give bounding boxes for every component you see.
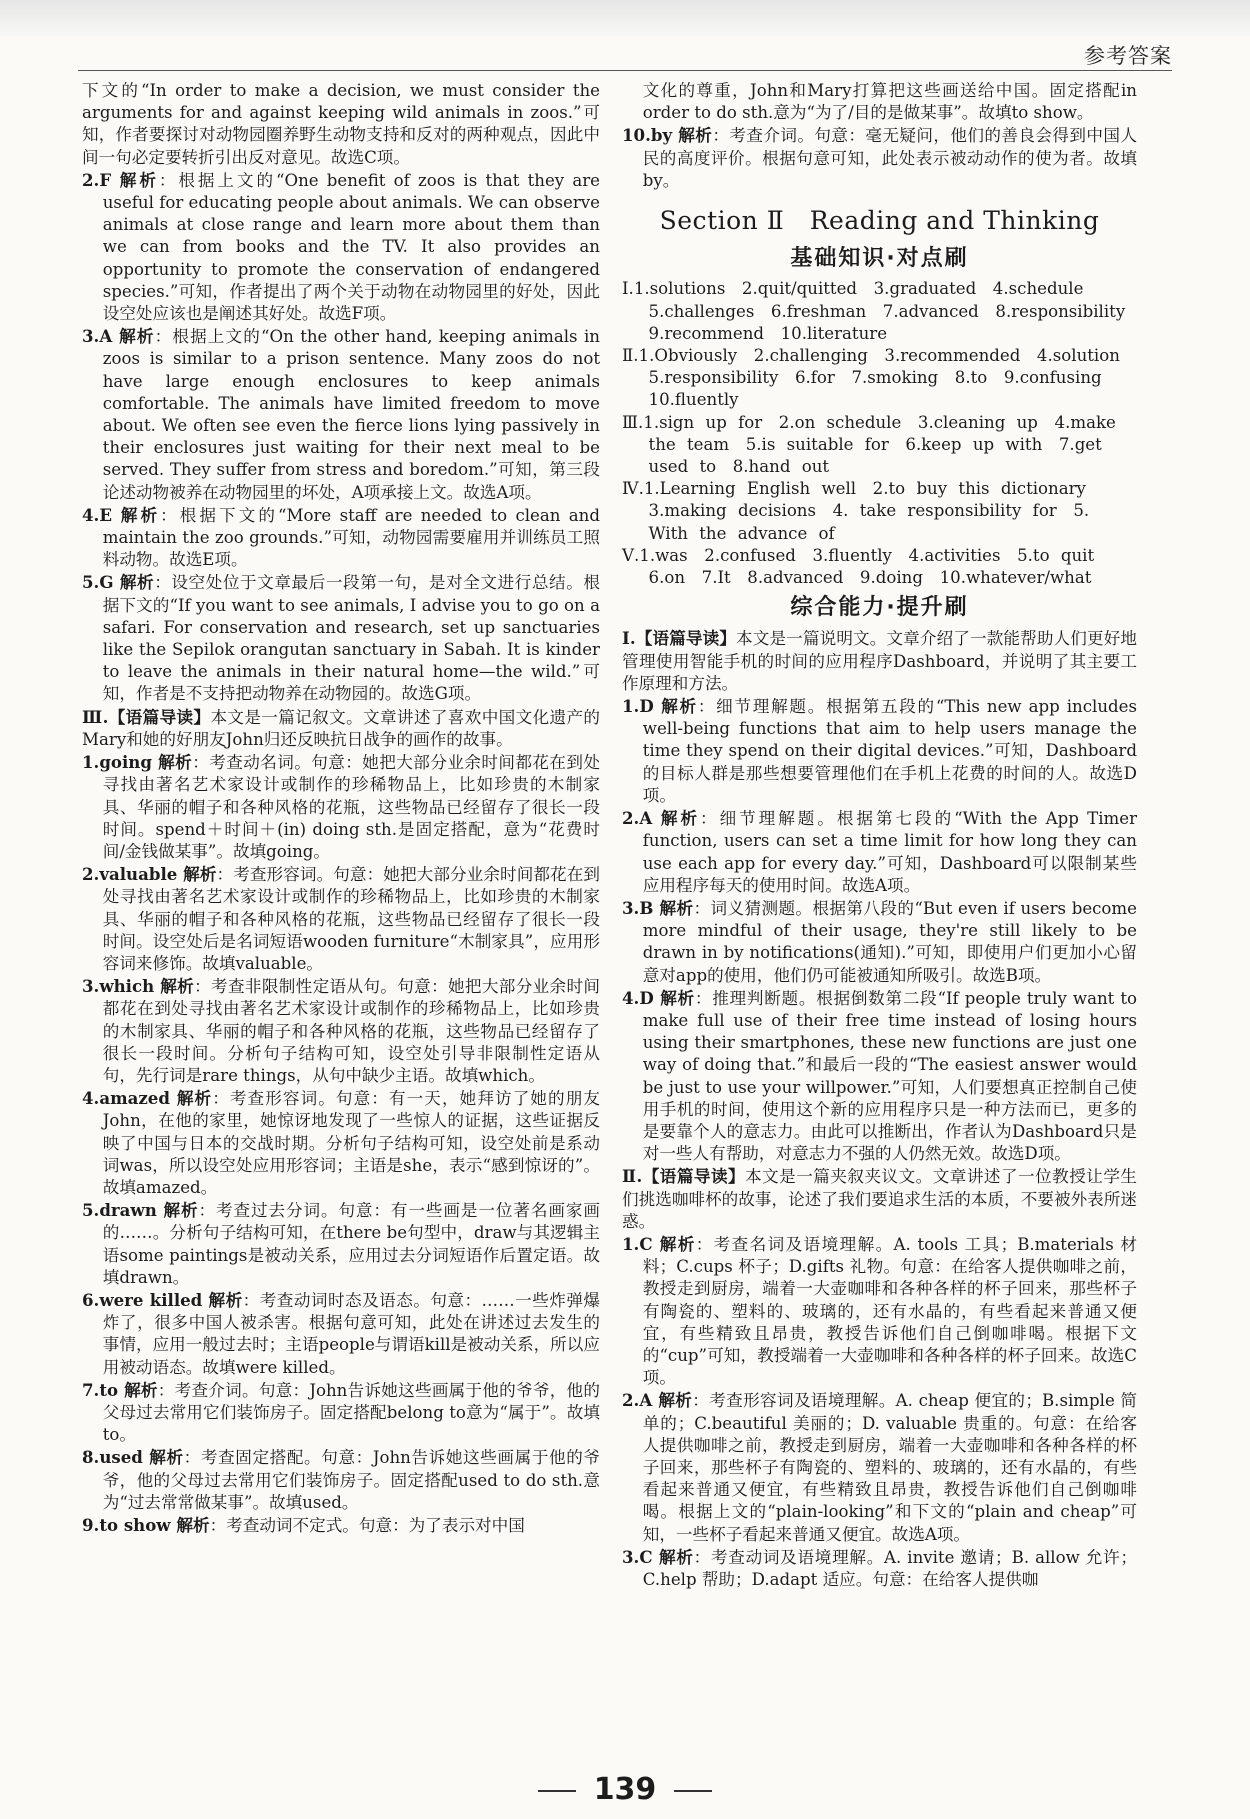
passage-guide: Ⅱ.【语篇导读】本文是一篇夹叙夹议文。文章讲述了一位教授让学生们挑选咖啡杯的故事，论述了我们要追求生活的本质，不要被外表所迷惑。	[622, 1166, 1137, 1231]
exercise-answers: Ⅰ.1.solutions 2.quit/quitted 3.graduated 4.schedule 5.challenges 6.freshman 7.advanced 8.responsibility 9.recommend 10.literature	[622, 279, 1142, 343]
exercise-answers: Ⅱ.1.Obviously 2.challenging 3.recommended 4.solution 5.responsibility 6.for 7.smoking 8.to 9.confusing 10.fluently	[622, 346, 1137, 410]
continued-paragraph: 文化的尊重，John和Mary打算把这些画送给中国。固定搭配in order to do sth.意为“为了/目的是做某事”。故填to show。	[642, 81, 1137, 123]
exercise-answers: Ⅲ.1.sign up for 2.on schedule 3.cleaning up 4.make the team 5.is suitable for 6.keep up with 7.get used to 8.hand out	[622, 412, 1116, 477]
answer-item: 3.A 解析：根据上文的“On the other hand, keeping animals in zoos is similar to a prison sentence. Many zoos do not have large enough enclosures to keep animals comfortable. The animals have limited freedom to move about. We often see even the fierce lions lying passively in their enclosures just waiting for their next meal to be served. They suffer from stress and boredom.”可知，第三段论述动物被养在动物园里的坏处，A项承接上文。故选A项。	[82, 326, 600, 502]
answer-item: 4.amazed 解析：考查形容词。句意：有一天，她拜访了她的朋友John，在他的家里，她惊讶地发现了一些惊人的证据，这些证据反映了中国与日本的交战时期。分析句子结构可知，设空处前是系动词was，所以设空处应用形容词；主语是she，表示“感到惊讶的”。故填amazed。	[82, 1088, 600, 1197]
answer-item: 4.D 解析：推理判断题。根据倒数第二段“If people truly want to make full use of their free time instead of losing hours using their smartphones, these new functions are just one way of doing that.”和最后一段的“The easiest answer would be just to use your willpower.”可知，人们要想真正控制自己使用手机的时间，使用这个新的应用程序只是一种方法而已，更多的是要靠个人的意志力。由此可以推断出，作者认为Dashboard只是对一些人有帮助，对意志力不强的人仍然无效。故选D项。	[622, 987, 1137, 1164]
answer-item: 2.F 解析：根据上文的“One benefit of zoos is that they are useful for educating people about animals. We can observe animals at close range and learn more about them than we can from books and the TV. It also provides an opportunity to promote the conservation of endangered species.”可知，作者提出了两个关于动物在动物园里的好处，因此设空处应该也是阐述其好处。故选F项。	[82, 169, 600, 324]
exercise-answers: Ⅴ.1.was 2.confused 3.fluently 4.activities 5.to quit 6.on 7.It 8.advanced 9.doing 10.whatever/what	[622, 545, 1111, 588]
exercise-answers: Ⅳ.1.Learning English well 2.to buy this dictionary 3.making decisions 4. take responsibility for 5. With the advance of	[622, 479, 1103, 543]
answer-item: 1.C 解析：考查名词及语境理解。A. tools 工具；B.materials 材料；C.cups 杯子；D.gifts 礼物。句意：在给客人提供咖啡之前，教授走到厨房，端着一大壶咖啡和各种各样的杯子回来，那些杯子有陶瓷的、塑料的、玻璃的，还有水晶的，有些看起来普通又便宜，有些精致且昂贵，教授告诉他们自己倒咖啡喝。根据下文的“cup”可知，教授端着一大壶咖啡和各种各样的杯子回来。故选C项。	[622, 1233, 1138, 1388]
answer-item: 1.going 解析：考查动名词。句意：她把大部分业余时间都花在到处寻找由著名艺术家设计或制作的珍稀物品上，比如珍贵的木制家具、华丽的帽子和各种风格的花瓶，这些物品已经留存了很长一段时间。spend＋时间＋(in) doing sth.是固定搭配，意为“花费时间/金钱做某事”。故填going。	[82, 752, 601, 861]
answer-item: 2.A 解析：细节理解题。根据第七段的“With the App Timer function, users can set a time limit for how long they can use each app for every day.”可知，Dashboard可以限制某些应用程序每天的使用时间。故选A项。	[622, 808, 1137, 895]
answer-item: 10.by 解析：考查介词。句意：毫无疑问，他们的善良会得到中国人民的高度评价。根据句意可知，此处表示被动动作的使为者。故填by。	[622, 125, 1138, 190]
header-rule	[78, 70, 1172, 71]
page-header: 参考答案	[1084, 44, 1172, 68]
intro-paragraph: 下文的“In order to make a decision, we must consider the arguments for and against keeping wild animals in zoos.”可知，作者要探讨对动物园圈养野生动物支持和反对的两种观点，因此中间一句必定要转折引出反对意见。故选C项。	[82, 81, 600, 167]
subsection-title: 综合能力·提升刷	[790, 595, 969, 621]
answer-item: 3.C 解析：考查动词及语境理解。A. invite 邀请；B. allow 允许；C.help 帮助；D.adapt 适应。句意：在给客人提供咖	[622, 1546, 1137, 1589]
answer-item: 5.G 解析：设空处位于文章最后一段第一句，是对全文进行总结。根据下文的“If you want to see animals, I advise you to go on a safari. For conservation and research, set up sanctuaries like the Sepilok orangutan sanctuary in Sabah. It is kinder to leave the animals in their natural home—the wild.”可知，作者是不支持把动物养在动物园的。故选G项。	[82, 572, 600, 704]
answer-item: 2.A 解析：考查形容词及语境理解。A. cheap 便宜的；B.simple 简单的；C.beautiful 美丽的；D. valuable 贵重的。句意：在给客人提供咖啡之前，教授走到厨房，端着一大壶咖啡和各种各样的杯子回来，那些杯子有陶瓷的、塑料的、玻璃的，还有水晶的，有些看起来普通又便宜，有些精致且昂贵，教授告诉他们自己倒咖啡喝。根据上文的“plain-looking”和下文的“plain and cheap”可知，一些杯子看起来普通又便宜。故选A项。	[622, 1390, 1137, 1544]
answer-item: 6.were killed 解析：考查动词时态及语态。句意：……一些炸弹爆炸了，很多中国人被杀害。根据句意可知，此处在讲述过去发生的事情，应用一般过去时；主语people与谓语kill是被动关系，所以应用被动语态。故填were killed。	[82, 1289, 601, 1377]
answer-item: 2.valuable 解析：考查形容词。句意：她把大部分业余时间都花在到处寻找由著名艺术家设计或制作的珍稀物品上，比如珍贵的木制家具、华丽的帽子和各种风格的花瓶，这些物品已经留存了很长一段时间。设空处后是名词短语wooden furniture“木制家具”，应用形容词来修饰。故填valuable。	[82, 864, 600, 973]
top-decoration	[0, 0, 1250, 36]
passage-guide: Ⅲ.【语篇导读】本文是一篇记叙文。文章讲述了喜欢中国文化遗产的Mary和她的好朋友John归还反映抗日战争的画作的故事。	[82, 706, 601, 749]
page-number: 139	[0, 1772, 1250, 1807]
right-column	[622, 80, 1142, 1591]
subsection-title: 基础知识·对点刷	[790, 246, 969, 272]
answer-item: 4.E 解析：根据下文的“More staff are needed to clean and maintain the zoo grounds.”可知，动物园需要雇用并训练员工照料动物。故选E项。	[82, 504, 600, 570]
answer-item: 1.D 解析：细节理解题。根据第五段的“This new app includes well-being functions that aim to help users manage the time they spend on their digital devices.”可知，Dashboard的目标人群是那些想要管理他们在手机上花费的时间的人。故选D项。	[622, 696, 1137, 805]
answer-item: 5.drawn 解析：考查过去分词。句意：有一些画是一位著名画家画的……。分析句子结构可知，在there be句型中，draw与其逻辑主语some paintings是被动关系，应用过去分词短语作后置定语。故填drawn。	[82, 1200, 601, 1287]
answer-item: 8.used 解析：考查固定搭配。句意：John告诉她这些画属于他的爷爷，他的父母过去常用它们装饰房子。固定搭配used to do sth.意为“过去常常做某事”。故填used。	[82, 1447, 601, 1512]
answer-item: 7.to 解析：考查介词。句意：John告诉她这些画属于他的爷爷，他的父母过去常用它们装饰房子。固定搭配belong to意为“属于”。故填to。	[82, 1379, 600, 1445]
section-title: Section Ⅱ Reading and Thinking	[659, 206, 1100, 236]
left-column	[82, 80, 600, 1537]
answer-item: 9.to show 解析：考查动词不定式。句意：为了表示对中国	[82, 1515, 525, 1535]
answer-item: 3.which 解析：考查非限制性定语从句。句意：她把大部分业余时间都花在到处寻找由著名艺术家设计或制作的珍稀物品上，比如珍贵的木制家具、华丽的帽子和各种风格的花瓶，这些物品已经留存了很长一段时间。分析句子结构可知，设空处引导非限制性定语从句，先行词是rare things，从句中缺少主语。故填which。	[82, 976, 601, 1085]
answer-item: 3.B 解析：词义猜测题。根据第八段的“But even if users become more mindful of their usage, they're still likely to be drawn in by notifications(通知).”可知，即使用户们更加小心留意对app的使用，他们仍可能被通知所吸引。故选B项。	[622, 897, 1137, 985]
passage-guide: Ⅰ.【语篇导读】本文是一篇说明文。文章介绍了一款能帮助人们更好地管理使用智能手机的时间的应用程序Dashboard，并说明了其主要工作原理和方法。	[622, 628, 1137, 693]
